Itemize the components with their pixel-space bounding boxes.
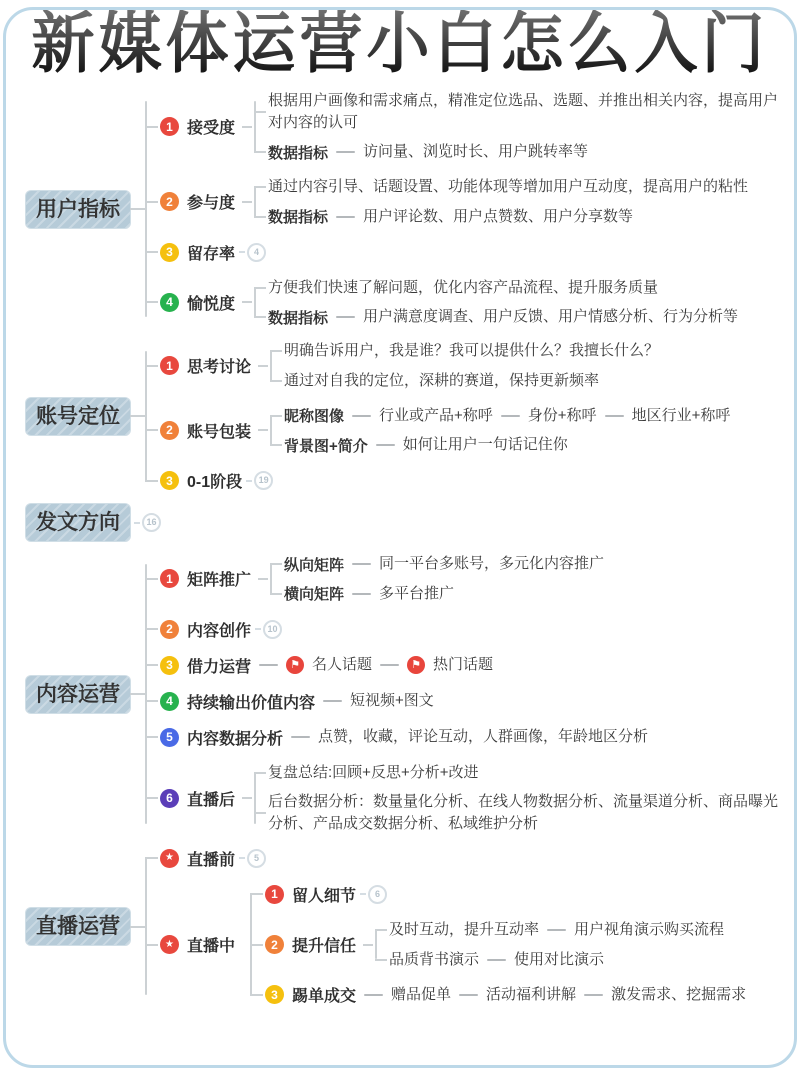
collapsed-count-badge[interactable]: 5 <box>247 849 266 868</box>
star-icon: ★ <box>160 849 179 868</box>
branch-head[interactable] <box>160 354 251 377</box>
branch-label: 留人细节 <box>292 887 357 905</box>
section-posting-direction <box>26 504 792 541</box>
child-group <box>254 277 738 329</box>
branch-head[interactable] <box>160 419 251 442</box>
node-stage-0-1 <box>160 469 730 492</box>
connector <box>258 365 268 367</box>
star-icon: ★ <box>160 935 179 954</box>
branch-head[interactable] <box>160 654 251 677</box>
connector-dash <box>323 700 342 702</box>
collapsed-indicator <box>235 849 266 868</box>
number-badge: 4 <box>160 293 179 312</box>
node-think-discuss <box>160 340 730 392</box>
node-text: 名人话题 <box>312 656 373 674</box>
connector-dash <box>352 415 371 417</box>
number-badge: 3 <box>160 243 179 262</box>
branch-head[interactable] <box>160 469 242 492</box>
branch-label: 提升信任 <box>292 938 357 956</box>
connector <box>255 628 261 630</box>
branch-head[interactable] <box>160 115 235 138</box>
collapsed-indicator <box>235 243 266 262</box>
number-badge: 3 <box>265 985 284 1004</box>
branch-head[interactable] <box>160 726 283 749</box>
node-after-live <box>160 762 790 835</box>
section-label[interactable]: 账号定位 <box>26 398 130 435</box>
chain-node: 地区行业+称呼 <box>631 406 731 424</box>
node-text: 后台数据分析：数量量化分析、在线人物数据分析、流量渠道分析、商品曝光分析、产品成交数据分析、私域维护分析 <box>268 793 779 833</box>
chain-node: 背景图+简介 <box>284 437 368 455</box>
chain-node: 多平台推广 <box>379 584 455 602</box>
branch-head[interactable] <box>160 690 315 713</box>
node-text: 点赞，收藏，评论互动，人群画像，年龄地区分析 <box>318 728 649 746</box>
child-node <box>268 141 790 163</box>
chain-node: 昵称图像 <box>284 408 345 426</box>
node-retention <box>160 241 790 264</box>
node-text: 通过对自我的定位，深耕的赛道，保持更新频率 <box>284 371 600 389</box>
node-engagement <box>160 176 790 228</box>
branch-group <box>145 90 790 328</box>
node-text: 方便我们快速了解问题，优化内容产品流程、提升服务质量 <box>268 278 659 296</box>
section-label[interactable]: 用户指标 <box>26 191 130 228</box>
branch-head[interactable] <box>160 787 235 810</box>
mindmap-canvas <box>0 88 800 1007</box>
chain-node: 身份+称呼 <box>527 406 597 424</box>
node-text: 数据指标 <box>268 209 329 227</box>
node-text: 数据指标 <box>268 144 329 162</box>
collapsed-count-badge[interactable]: 19 <box>254 471 273 490</box>
branch-label: 思考讨论 <box>187 359 252 377</box>
connector-dash <box>487 959 506 961</box>
child-group <box>270 340 659 392</box>
node-content-data-analysis <box>160 726 790 749</box>
number-badge: 2 <box>265 935 284 954</box>
child-group <box>254 90 790 163</box>
sub-branch-group <box>250 883 746 1007</box>
connector <box>239 857 245 859</box>
connector <box>242 797 252 799</box>
connector-dash <box>459 994 478 996</box>
connector-dash <box>547 929 566 931</box>
node-continuous-value-content <box>160 690 790 713</box>
branch-head[interactable] <box>160 567 251 590</box>
chain-node: 使用对比演示 <box>514 950 605 968</box>
branch-label: 直播后 <box>187 791 236 809</box>
child-node <box>268 791 790 835</box>
branch-label: 借力运营 <box>187 658 252 676</box>
chain-node: 同一平台多账号，多元化内容推广 <box>379 555 605 573</box>
branch-group <box>145 553 790 835</box>
node-leverage-operation <box>160 654 790 677</box>
collapsed-indicator <box>356 885 387 904</box>
branch-label: 内容数据分析 <box>187 730 284 748</box>
node-text: 数据指标 <box>268 309 329 327</box>
branch-head[interactable] <box>160 618 251 641</box>
connector <box>258 578 268 580</box>
child-node <box>268 277 738 299</box>
collapsed-indicator <box>251 620 282 639</box>
section-live-operations <box>26 847 792 1007</box>
connector <box>242 126 252 128</box>
chain-node: 及时互动，提升互动率 <box>389 920 540 938</box>
branch-label: 接受度 <box>187 120 236 138</box>
branch-head[interactable] <box>160 291 235 314</box>
connector <box>246 480 252 482</box>
flag-icon: ⚑ <box>407 656 425 674</box>
branch-head[interactable] <box>160 933 235 956</box>
node-text: 短视频+图文 <box>350 692 434 710</box>
chain-node: 活动福利讲解 <box>486 986 577 1004</box>
branch-label: 直播前 <box>187 851 236 869</box>
section-account-positioning <box>26 340 792 492</box>
node-text: 通过内容引导、话题设置、功能体现等增加用户互动度，提高用户的粘性 <box>268 178 749 196</box>
collapsed-indicator <box>242 471 273 490</box>
child-node <box>268 206 748 228</box>
child-group <box>254 762 790 835</box>
number-badge: 2 <box>160 620 179 639</box>
connector-dash <box>336 216 355 218</box>
page-title: 新媒体运营小白怎么入门 <box>6 2 794 88</box>
connector-dash <box>352 563 371 565</box>
branch-label: 参与度 <box>187 195 236 213</box>
connector <box>258 429 268 431</box>
collapsed-indicator <box>130 513 161 532</box>
section-label[interactable]: 内容运营 <box>26 676 130 713</box>
node-build-trust <box>265 919 746 971</box>
connector-dash <box>336 151 355 153</box>
child-node <box>284 340 659 362</box>
child-group <box>254 176 748 228</box>
collapsed-count-badge[interactable]: 6 <box>368 885 387 904</box>
node-during-live <box>160 883 746 1007</box>
connector-dash <box>605 415 624 417</box>
section-label[interactable]: 发文方向 <box>26 504 130 541</box>
connector <box>134 522 140 524</box>
section-label[interactable]: 直播运营 <box>26 908 130 945</box>
connector-dash <box>501 415 520 417</box>
chain-node: 赠品促单 <box>391 986 452 1004</box>
number-badge: 5 <box>160 728 179 747</box>
chain-node: 用户视角演示购买流程 <box>574 920 725 938</box>
connector-dash <box>352 593 371 595</box>
connector <box>363 944 373 946</box>
node-content-creation <box>160 618 790 641</box>
chain-node: 纵向矩阵 <box>284 556 345 574</box>
branch-label: 踢单成交 <box>292 988 357 1006</box>
child-node <box>268 762 790 784</box>
connector <box>239 251 245 253</box>
node-text: 访问量、浏览时长、用户跳转率等 <box>363 143 589 161</box>
chain-node: 如何让用户一句话记住你 <box>402 436 568 454</box>
section-content-operations <box>26 553 792 835</box>
connector-dash <box>364 994 383 996</box>
connector-dash <box>584 994 603 996</box>
branch-head[interactable] <box>265 983 356 1006</box>
connector-dash <box>380 664 399 666</box>
collapsed-count-badge[interactable]: 10 <box>263 620 282 639</box>
connector-dash <box>259 664 278 666</box>
connector <box>360 893 366 895</box>
branch-label: 直播中 <box>187 938 236 956</box>
node-close-deal <box>265 983 746 1006</box>
child-node <box>268 306 738 328</box>
number-badge: 2 <box>160 421 179 440</box>
connector-dash <box>291 736 310 738</box>
node-before-live <box>160 847 746 870</box>
branch-label: 留存率 <box>187 245 236 263</box>
number-badge: 1 <box>265 885 284 904</box>
branch-group <box>145 847 746 1007</box>
branch-label: 矩阵推广 <box>187 572 252 590</box>
branch-head[interactable] <box>265 883 356 906</box>
chain-node: 横向矩阵 <box>284 586 345 604</box>
branch-label: 账号包装 <box>187 423 252 441</box>
collapsed-count-badge[interactable]: 16 <box>142 513 161 532</box>
connector <box>242 301 252 303</box>
branch-head[interactable] <box>265 933 356 956</box>
chain-node: 激发需求、挖掘需求 <box>611 986 747 1004</box>
node-delight <box>160 277 790 329</box>
branch-head[interactable] <box>160 190 235 213</box>
chain-node: 行业或产品+称呼 <box>379 406 493 424</box>
child-node <box>284 370 659 392</box>
connector-dash <box>336 316 355 318</box>
child-node <box>284 434 730 456</box>
number-badge: 2 <box>160 192 179 211</box>
branch-label: 0-1阶段 <box>187 474 243 492</box>
node-account-packaging <box>160 405 730 457</box>
branch-head[interactable] <box>160 241 235 264</box>
child-node <box>389 919 724 941</box>
collapsed-count-badge[interactable]: 4 <box>247 243 266 262</box>
connector <box>242 201 252 203</box>
node-text: 明确告诉用户，我是谁？我可以提供什么？我擅长什么？ <box>284 342 660 360</box>
number-badge: 4 <box>160 692 179 711</box>
node-text: 用户评论数、用户点赞数、用户分享数等 <box>363 207 634 225</box>
child-node <box>284 583 604 605</box>
child-node <box>268 90 790 134</box>
branch-label: 愉悦度 <box>187 295 236 313</box>
node-text: 根据用户画像和需求痛点，精准定位选品、选题、并推出相关内容，提高用户对内容的认可 <box>268 91 779 131</box>
number-badge: 6 <box>160 789 179 808</box>
branch-head[interactable] <box>160 847 235 870</box>
child-node <box>268 176 748 198</box>
number-badge: 1 <box>160 117 179 136</box>
section-user-metrics <box>26 90 792 328</box>
branch-group <box>145 340 730 492</box>
node-text: 用户满意度调查、用户反馈、用户情感分析、行为分析等 <box>363 308 739 326</box>
chain-node: 品质背书演示 <box>389 950 480 968</box>
number-badge: 1 <box>160 356 179 375</box>
branch-label: 持续输出价值内容 <box>187 694 316 712</box>
number-badge: 3 <box>160 471 179 490</box>
number-badge: 3 <box>160 656 179 675</box>
connector-dash <box>376 444 395 446</box>
node-matrix-promotion <box>160 553 790 605</box>
number-badge: 1 <box>160 569 179 588</box>
child-node <box>284 405 730 427</box>
node-acceptance <box>160 90 790 163</box>
child-node <box>284 553 604 575</box>
node-retain-details <box>265 883 746 906</box>
flag-icon: ⚑ <box>286 656 304 674</box>
node-text: 复盘总结:回顾+反思+分析+改进 <box>268 763 479 781</box>
child-node <box>389 949 724 971</box>
branch-label: 内容创作 <box>187 622 252 640</box>
child-group <box>270 405 730 457</box>
node-text: 热门话题 <box>433 656 494 674</box>
child-group <box>375 919 724 971</box>
child-group <box>270 553 604 605</box>
